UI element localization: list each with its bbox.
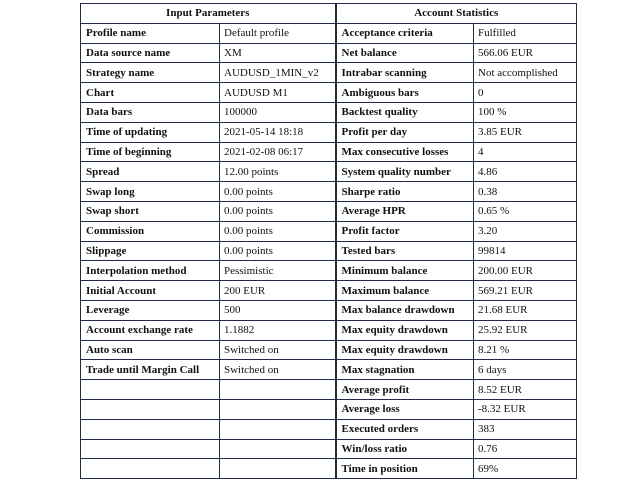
statistic-value: 569.21 EUR — [474, 281, 577, 301]
input-parameter-value — [220, 419, 336, 439]
input-parameter-label: Strategy name — [81, 63, 220, 83]
statistic-value: 100 % — [474, 102, 577, 122]
table-row — [81, 360, 577, 380]
input-parameter-value: AUDUSD_1MIN_v2 — [220, 63, 336, 83]
statistic-value: 25.92 EUR — [474, 320, 577, 340]
input-parameter-label: Initial Account — [81, 281, 220, 301]
statistic-label: Average HPR — [336, 201, 474, 221]
input-parameter-label: Chart — [81, 83, 220, 103]
input-parameter-value: 200 EUR — [220, 281, 336, 301]
statistic-value: 0.76 — [474, 439, 577, 459]
input-parameter-label: Spread — [81, 162, 220, 182]
input-parameter-label: Account exchange rate — [81, 320, 220, 340]
table-row — [81, 142, 577, 162]
report-body — [81, 23, 577, 478]
input-parameter-value: 0.00 points — [220, 201, 336, 221]
statistic-value: 383 — [474, 419, 577, 439]
input-parameter-value: 0.00 points — [220, 182, 336, 202]
input-parameter-label: Commission — [81, 221, 220, 241]
input-parameter-label: Data bars — [81, 102, 220, 122]
statistic-value: 69% — [474, 459, 577, 479]
statistic-label: Executed orders — [336, 419, 474, 439]
table-row — [81, 63, 577, 83]
table-row — [81, 300, 577, 320]
input-parameter-label: Auto scan — [81, 340, 220, 360]
statistic-label: Average loss — [336, 399, 474, 419]
input-parameter-label: Time of updating — [81, 122, 220, 142]
statistic-value: 21.68 EUR — [474, 300, 577, 320]
table-row — [81, 340, 577, 360]
input-parameter-value: Default profile — [220, 23, 336, 43]
statistic-value: 6 days — [474, 360, 577, 380]
statistic-label: Backtest quality — [336, 102, 474, 122]
input-parameter-value: Pessimistic — [220, 261, 336, 281]
input-parameter-label — [81, 439, 220, 459]
statistic-label: Acceptance criteria — [336, 23, 474, 43]
table-row — [81, 102, 577, 122]
statistic-value: 566.06 EUR — [474, 43, 577, 63]
statistic-value: 0.38 — [474, 182, 577, 202]
input-parameter-value: 12.00 points — [220, 162, 336, 182]
input-parameter-label: Leverage — [81, 300, 220, 320]
statistic-value: 3.20 — [474, 221, 577, 241]
input-parameter-value: XM — [220, 43, 336, 63]
statistic-label: Tested bars — [336, 241, 474, 261]
statistic-label: Max equity drawdown — [336, 340, 474, 360]
table-row — [81, 201, 577, 221]
input-parameter-label — [81, 419, 220, 439]
input-parameter-label: Time of beginning — [81, 142, 220, 162]
statistic-label: Max consecutive losses — [336, 142, 474, 162]
table-row — [81, 221, 577, 241]
table-row — [81, 261, 577, 281]
table-row — [81, 83, 577, 103]
statistic-value: 0 — [474, 83, 577, 103]
table-row — [81, 182, 577, 202]
statistic-value: 99814 — [474, 241, 577, 261]
statistic-value: Fulfilled — [474, 23, 577, 43]
input-parameter-label: Data source name — [81, 43, 220, 63]
table-row — [81, 399, 577, 419]
input-parameter-value — [220, 380, 336, 400]
input-parameters-header: Input Parameters — [81, 4, 336, 24]
header-row — [81, 4, 577, 24]
statistic-value: 200.00 EUR — [474, 261, 577, 281]
input-parameter-value: 0.00 points — [220, 221, 336, 241]
input-parameter-label: Swap short — [81, 201, 220, 221]
table-row — [81, 122, 577, 142]
input-parameter-label: Profile name — [81, 23, 220, 43]
table-row — [81, 23, 577, 43]
statistic-label: Max balance drawdown — [336, 300, 474, 320]
account-statistics-header: Account Statistics — [336, 4, 577, 24]
statistic-label: Minimum balance — [336, 261, 474, 281]
input-parameter-value — [220, 459, 336, 479]
statistic-label: Average profit — [336, 380, 474, 400]
input-parameter-value: 1.1882 — [220, 320, 336, 340]
statistic-label: Profit factor — [336, 221, 474, 241]
input-parameter-value: 500 — [220, 300, 336, 320]
statistic-label: Maximum balance — [336, 281, 474, 301]
input-parameter-value — [220, 439, 336, 459]
table-row — [81, 281, 577, 301]
input-parameter-label: Swap long — [81, 182, 220, 202]
statistic-label: Ambiguous bars — [336, 83, 474, 103]
table-row — [81, 43, 577, 63]
table-row — [81, 320, 577, 340]
statistic-value: Not accomplished — [474, 63, 577, 83]
table-row — [81, 419, 577, 439]
statistic-value: 0.65 % — [474, 201, 577, 221]
input-parameter-value: 0.00 points — [220, 241, 336, 261]
statistic-label: Net balance — [336, 43, 474, 63]
statistic-value: 8.21 % — [474, 340, 577, 360]
statistic-label: Win/loss ratio — [336, 439, 474, 459]
statistic-label: Time in position — [336, 459, 474, 479]
input-parameter-label — [81, 380, 220, 400]
statistic-value: 4 — [474, 142, 577, 162]
table-row — [81, 380, 577, 400]
statistic-label: System quality number — [336, 162, 474, 182]
backtest-report-table — [80, 3, 577, 479]
statistic-label: Max stagnation — [336, 360, 474, 380]
statistic-value: 8.52 EUR — [474, 380, 577, 400]
input-parameter-label — [81, 459, 220, 479]
input-parameter-label: Interpolation method — [81, 261, 220, 281]
statistic-value: -8.32 EUR — [474, 399, 577, 419]
input-parameter-value: AUDUSD M1 — [220, 83, 336, 103]
statistic-value: 3.85 EUR — [474, 122, 577, 142]
input-parameter-value: Switched on — [220, 340, 336, 360]
statistic-value: 4.86 — [474, 162, 577, 182]
input-parameter-value: 2021-05-14 18:18 — [220, 122, 336, 142]
input-parameter-value: 100000 — [220, 102, 336, 122]
input-parameter-label — [81, 399, 220, 419]
table-row — [81, 439, 577, 459]
table-row — [81, 162, 577, 182]
input-parameter-label: Slippage — [81, 241, 220, 261]
statistic-label: Max equity drawdown — [336, 320, 474, 340]
input-parameter-value: 2021-02-08 06:17 — [220, 142, 336, 162]
table-row — [81, 241, 577, 261]
input-parameter-value: Switched on — [220, 360, 336, 380]
input-parameter-label: Trade until Margin Call — [81, 360, 220, 380]
table-row — [81, 459, 577, 479]
statistic-label: Sharpe ratio — [336, 182, 474, 202]
statistic-label: Intrabar scanning — [336, 63, 474, 83]
statistic-label: Profit per day — [336, 122, 474, 142]
input-parameter-value — [220, 399, 336, 419]
